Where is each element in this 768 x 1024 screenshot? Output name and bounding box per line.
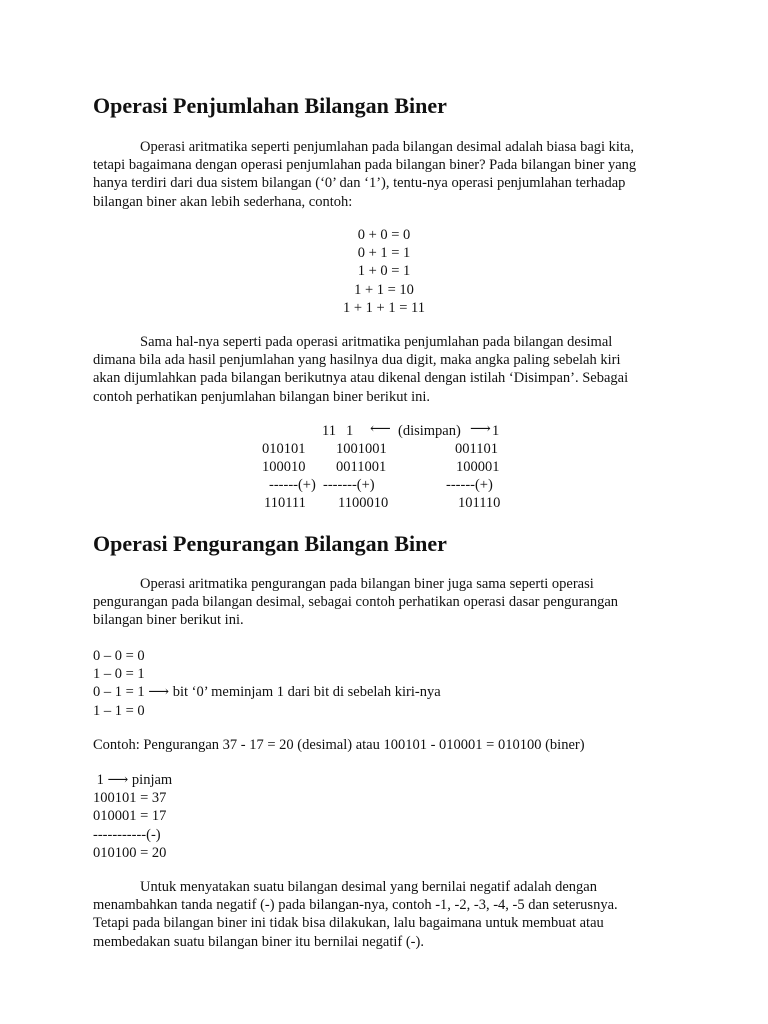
section-title-subtraction: Operasi Pengurangan Bilangan Biner — [93, 531, 447, 556]
carry-digits-1: 11 — [322, 423, 336, 439]
text-line: Operasi aritmatika seperti penjumlahan pada bilangan desimal adalah biasa bagi kita, — [140, 139, 635, 155]
carry-label: (disimpan) — [398, 423, 461, 439]
subtraction-rules — [93, 647, 441, 720]
text-line: Operasi aritmatika pengurangan pada bilangan biner juga sama seperti operasi — [140, 576, 594, 592]
right-arrow-icon: ⟶ — [470, 421, 491, 437]
rule-line: 1 + 0 = 1 — [357, 263, 411, 280]
text-line: membedakan suatu bilangan biner itu bernilai negatif (-). — [93, 933, 424, 950]
text-line: contoh perhatikan penjumlahan bilangan biner berikut ini. — [93, 388, 431, 405]
rule-line: 0 – 0 = 0 — [93, 648, 145, 664]
text-line: hanya terdiri dari dua sistem bilangan (‘0’ dan ‘1’), tentu-nya operasi penjumlahan terhadap — [93, 175, 626, 192]
left-arrow-icon: ⟵ — [370, 421, 391, 437]
sum-line: ------(+) — [269, 477, 316, 493]
text-line: akan dijumlahkan pada bilangan berikutnya atau dikenal dengan istilah ‘Disimpan’. Sebagai — [93, 370, 629, 387]
text-line: dimana bila ada hasil penjumlahan yang hasilnya dua digit, maka angka paling sebelah kiri — [93, 352, 621, 369]
subtraction-intro-paragraph — [93, 575, 673, 630]
text-line: Sama hal-nya seperti pada operasi aritmatika penjumlahan pada bilangan desimal — [140, 334, 613, 350]
section-title-addition: Operasi Penjumlahan Bilangan Biner — [93, 93, 447, 118]
rule-line: 0 + 0 = 0 — [357, 227, 411, 243]
operand-b: 0011001 — [336, 459, 387, 475]
subtraction-worked-example — [93, 771, 172, 862]
operand-b: 100001 — [456, 459, 500, 475]
operand-a: 1001001 — [336, 441, 387, 457]
subtraction-example-heading — [93, 736, 585, 754]
sum-result: 101110 — [458, 495, 501, 511]
text-line: tetapi bagaimana dengan operasi penjumlahan pada bilangan biner? Pada bilangan biner yang — [93, 157, 637, 174]
operand-a: 010101 — [262, 441, 306, 457]
work-line: -----------(-) — [93, 826, 161, 843]
operand-a: 001101 — [455, 441, 498, 457]
work-line: 010100 = 20 — [93, 844, 167, 861]
rule-line: 1 – 1 = 0 — [93, 702, 145, 719]
work-line: 1 ⟶ pinjam — [93, 772, 173, 788]
carry-digits-2: 1 — [346, 423, 354, 439]
text-line: Tetapi pada bilangan biner ini tidak bisa dilakukan, lalu bagaimana untuk membuat atau — [93, 915, 604, 932]
carry-digits-3: 1 — [492, 423, 500, 439]
text-line: bilangan biner berikut ini. — [93, 612, 244, 629]
operand-b: 100010 — [262, 459, 306, 475]
text-line: menambahkan tanda negatif (-) pada bilangan-nya, contoh -1, -2, -3, -4, -5 dan seterusnya. — [93, 897, 618, 914]
rule-line: 0 + 1 = 1 — [357, 245, 411, 262]
rule-line: 1 – 0 = 1 — [93, 666, 145, 683]
sum-result: 1100010 — [338, 495, 389, 511]
text-line: Untuk menyatakan suatu bilangan desimal yang bernilai negatif adalah dengan — [140, 879, 597, 895]
addition-rules — [0, 226, 768, 317]
text-line: bilangan biner akan lebih sederhana, contoh: — [93, 193, 353, 210]
work-line: 100101 = 37 — [93, 790, 167, 807]
addition-carry-paragraph — [93, 333, 673, 406]
sum-result: 110111 — [264, 495, 306, 511]
work-line: 010001 = 17 — [93, 808, 167, 825]
text-line: Contoh: Pengurangan 37 - 17 = 20 (desimal) atau 100101 - 010001 = 010100 (biner) — [93, 737, 585, 753]
sum-line: ------(+) — [446, 477, 493, 493]
rule-line: 1 + 1 + 1 = 11 — [343, 299, 425, 316]
sum-line: -------(+) — [323, 477, 375, 493]
negative-number-paragraph — [93, 878, 673, 951]
text-line: pengurangan pada bilangan desimal, sebagai contoh perhatikan operasi dasar pengurangan — [93, 594, 619, 611]
addition-intro-paragraph — [93, 138, 673, 211]
rule-line: 0 – 1 = 1 ⟶ bit ‘0’ meminjam 1 dari bit di sebelah kiri-nya — [93, 684, 441, 701]
rule-line: 1 + 1 = 10 — [354, 281, 414, 298]
